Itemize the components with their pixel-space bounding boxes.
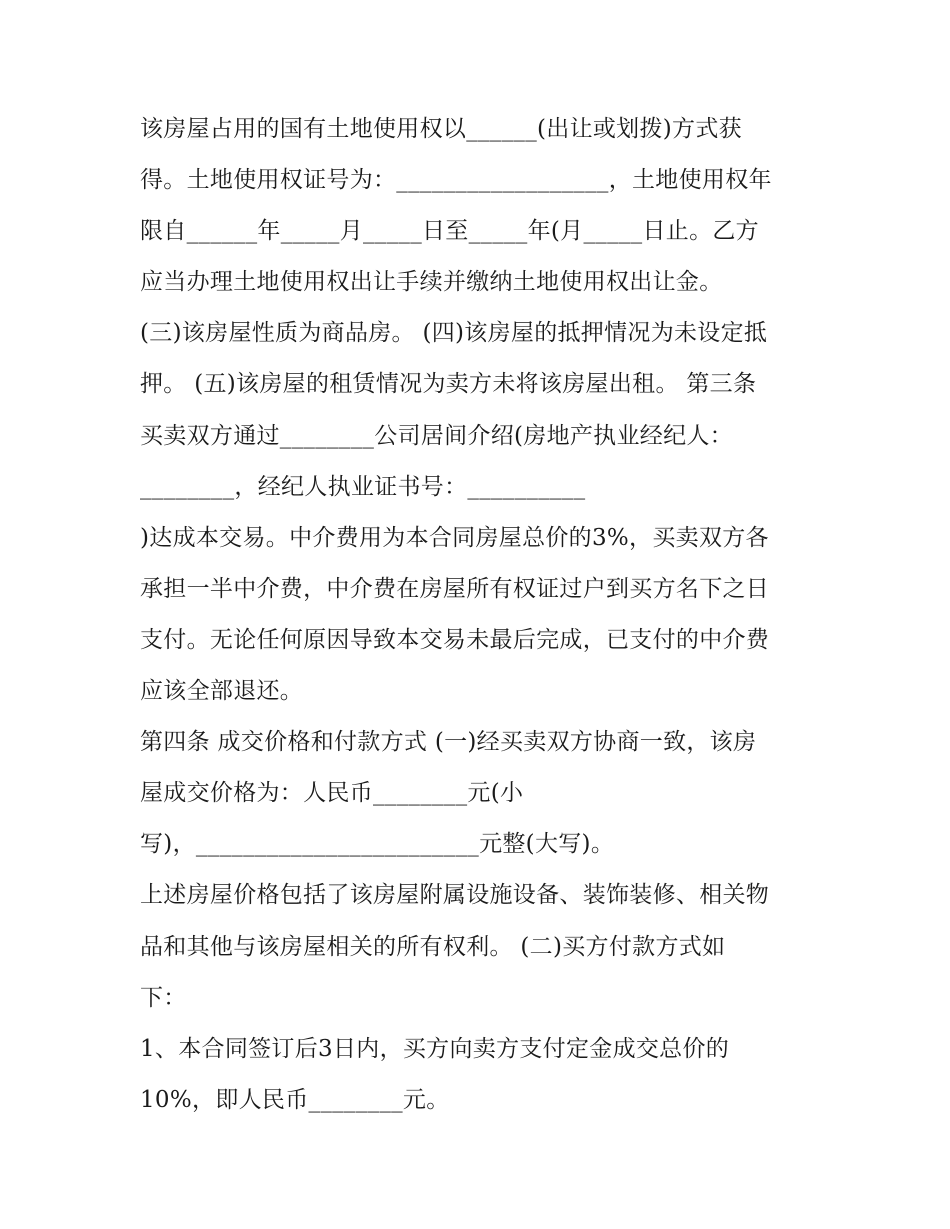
text-line-9: )达成本交易。中介费用为本合同房屋总价的3%，买卖双方各 [140, 524, 769, 551]
text-line-1: 该房屋占用的国有土地使用权以______(出让或划拨)方式获 [140, 116, 742, 142]
text-line-12: 应该全部退还。 [140, 678, 304, 705]
text-line-3: 限自______年_____月_____日至_____年(月_____日止。乙方 [140, 218, 759, 245]
text-line-15: 写)，________________________元整(大写)。 [140, 831, 615, 858]
text-line-17: 品和其他与该房屋相关的所有权利。 (二)买方付款方式如 [140, 933, 726, 960]
text-line-8: ________，经纪人执业证书号：__________ [140, 473, 586, 500]
text-line-16: 上述房屋价格包括了该房屋附属设施设备、装饰装修、相关物 [140, 882, 770, 909]
text-line-11: 支付。无论任何原因导致本交易未最后完成，已支付的中介费 [140, 626, 770, 653]
text-line-4: 应当办理土地使用权出让手续并缴纳土地使用权出让金。 [140, 269, 723, 296]
text-line-10: 承担一半中介费，中介费在房屋所有权证过户到买方名下之日 [140, 575, 770, 602]
text-line-14: 屋成交价格为：人民币________元(小 [140, 780, 524, 807]
text-line-6: 押。 (五)该房屋的租赁情况为卖方未将该房屋出租。 第三条 [140, 371, 757, 398]
contract-text [140, 104, 840, 1126]
text-line-19: 1、本合同签订后3日内，买方向卖方支付定金成交总价的 [140, 1035, 730, 1062]
text-line-5: (三)该房屋性质为商品房。 (四)该房屋的抵押情况为未设定抵 [140, 320, 768, 347]
text-line-18: 下： [140, 984, 187, 1011]
text-line-13: 第四条 成交价格和付款方式 (一)经买卖双方协商一致，该房 [140, 729, 757, 756]
text-line-2: 得。土地使用权证号为：__________________，土地使用权年 [140, 167, 772, 194]
text-line-20: 10%，即人民币________元。 [140, 1086, 450, 1113]
text-line-7: 买卖双方通过________公司居间介绍(房地产执业经纪人： [140, 422, 733, 449]
